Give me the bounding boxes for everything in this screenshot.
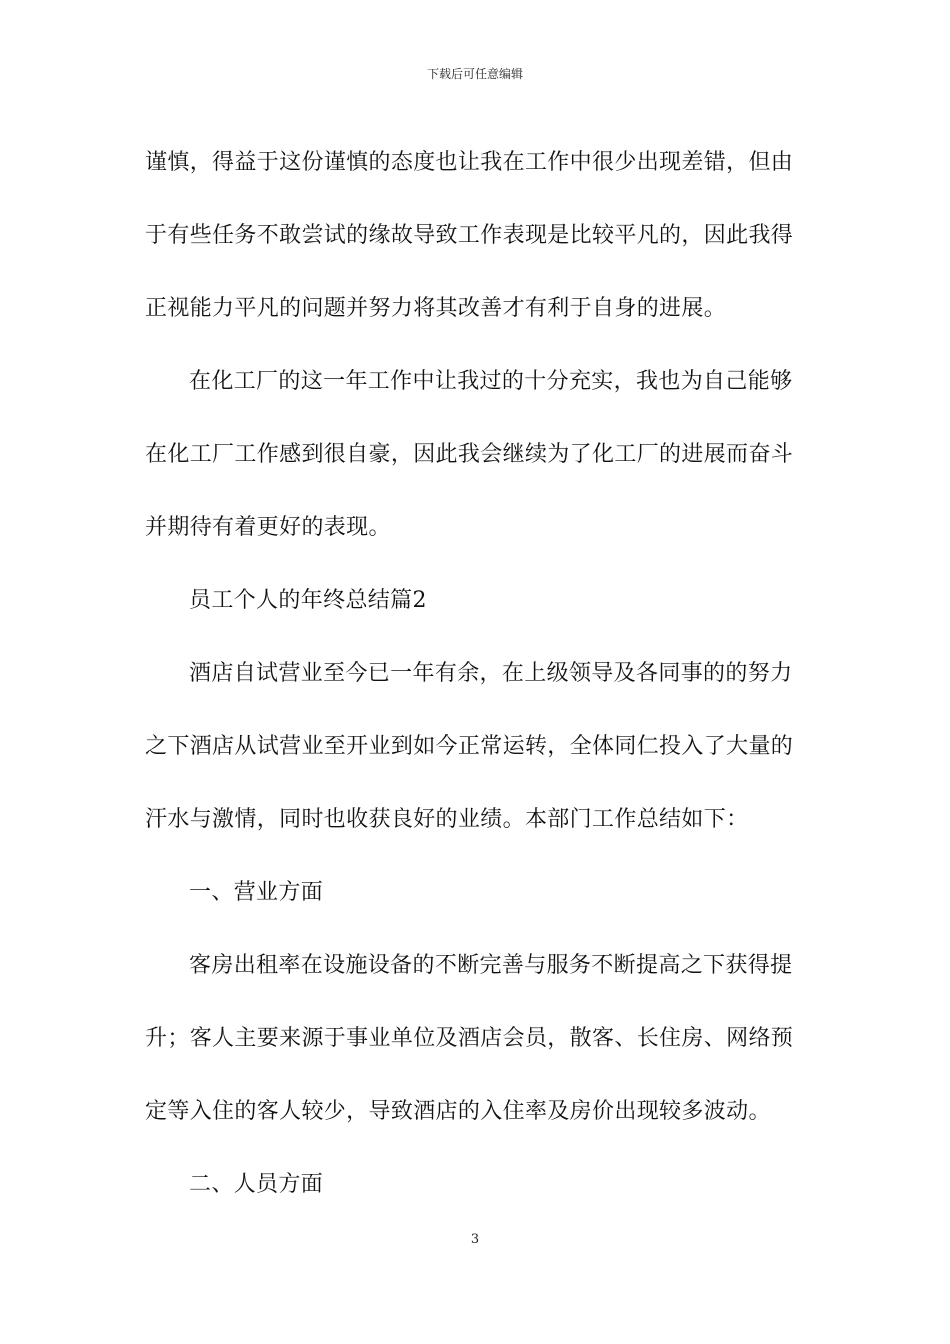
section-heading: 员工个人的年终总结篇2 (189, 588, 427, 613)
body-line: 汗水与激情，同时也收获良好的业绩。本部门工作总结如下： (145, 807, 749, 832)
body-line: 在化工厂工作感到很自豪，因此我会继续为了化工厂的进展而奋斗 (145, 442, 794, 467)
body-line: 酒店自试营业至今已一年有余，在上级领导及各同事的的努力 (189, 661, 793, 686)
body-line: 正视能力平凡的问题并努力将其改善才有利于自身的进展。 (145, 296, 727, 321)
body-line: 之下酒店从试营业至开业到如今正常运转，全体同仁投入了大量的 (145, 734, 794, 759)
header-note: 下载后可任意编辑 (426, 67, 523, 81)
body-line: 升；客人主要来源于事业单位及酒店会员，散客、长住房、网络预 (145, 1026, 794, 1051)
body-line: 在化工厂的这一年工作中让我过的十分充实，我也为自己能够 (189, 369, 793, 394)
body-line: 于有些任务不敢尝试的缘故导致工作表现是比较平凡的，因此我得 (145, 223, 794, 248)
body-line: 客房出租率在设施设备的不断完善与服务不断提高之下获得提 (189, 953, 793, 978)
body-line: 谨慎，得益于这份谨慎的态度也让我在工作中很少出现差错，但由 (145, 150, 794, 175)
subsection-heading: 二、人员方面 (189, 1172, 324, 1197)
body-line: 并期待有着更好的表现。 (145, 515, 391, 540)
subsection-heading: 一、营业方面 (189, 880, 324, 905)
body-line: 定等入住的客人较少，导致酒店的入住率及房价出现较多波动。 (145, 1099, 771, 1124)
document-body (145, 126, 815, 1221)
page-number: 3 (470, 1232, 480, 1247)
